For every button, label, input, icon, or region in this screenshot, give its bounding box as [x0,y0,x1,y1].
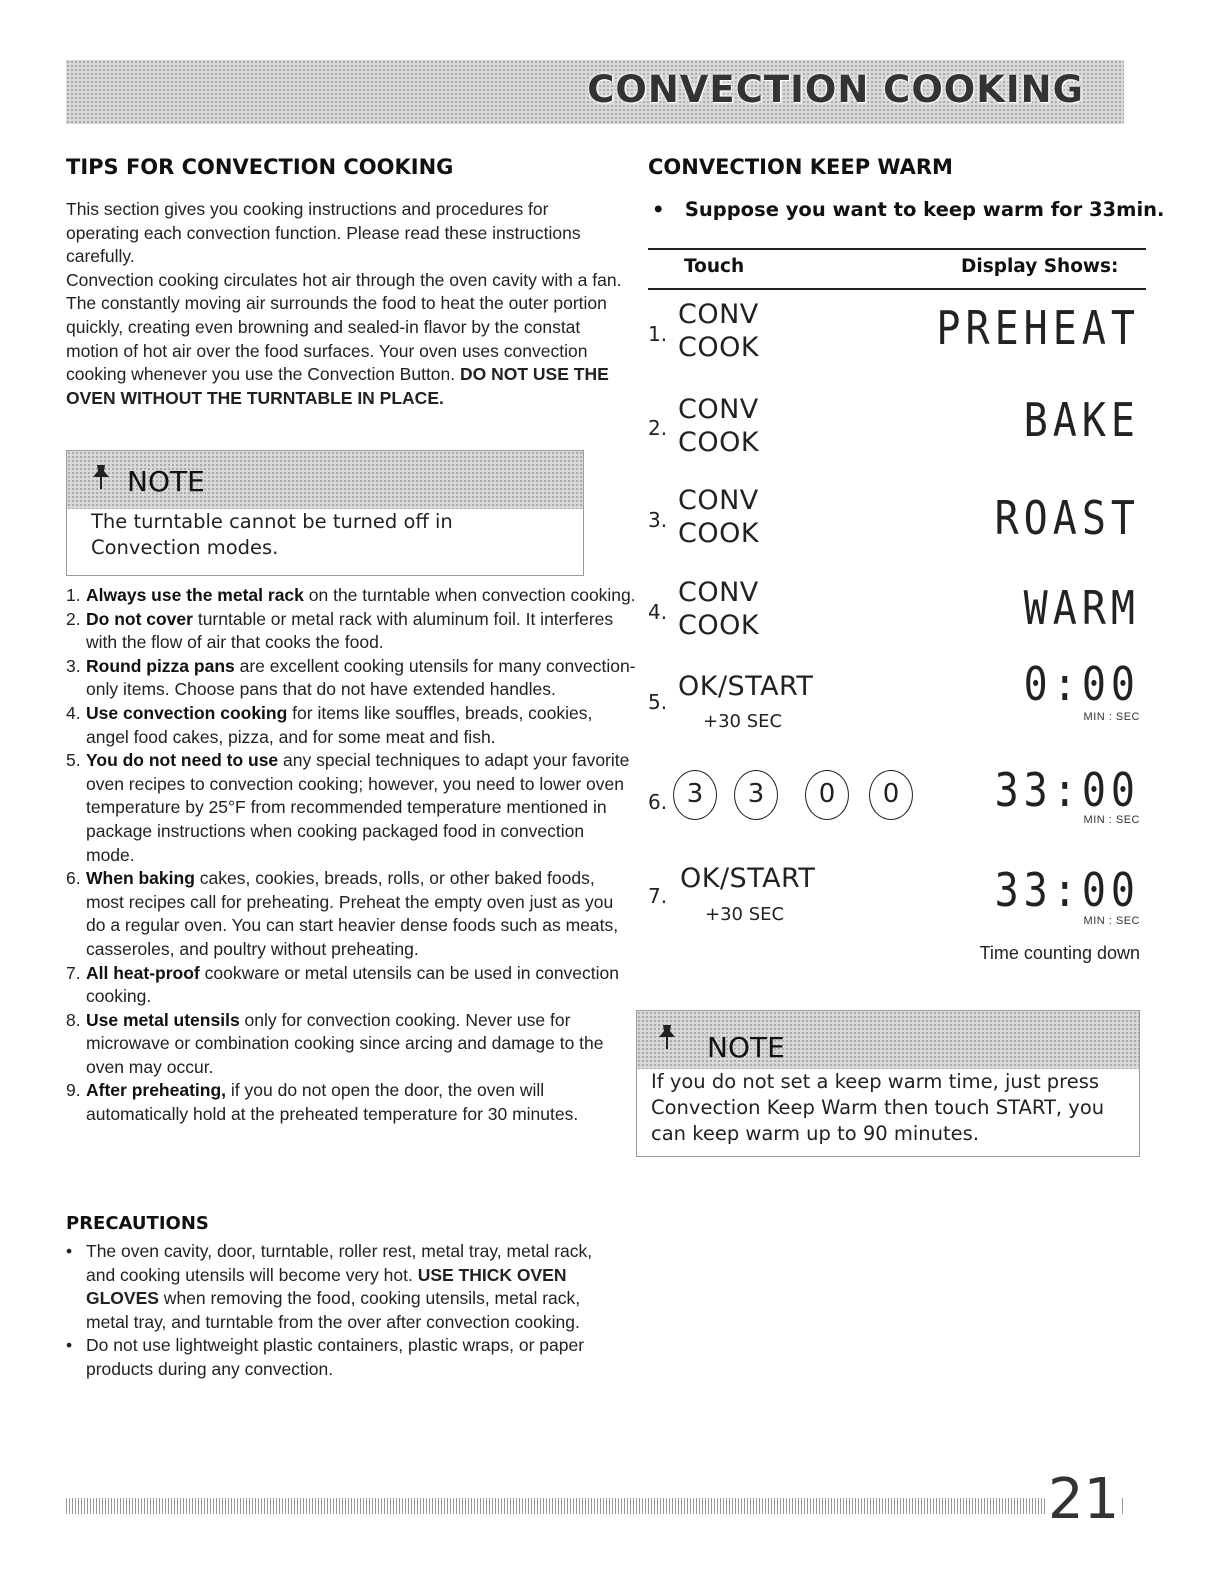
min-sec-label: MIN : SEC [1083,711,1140,723]
col-display-header: Display Shows: [961,256,1119,277]
intro-text [66,198,626,410]
display-time: 33:00 [994,764,1140,818]
display-time: 0:00 [1023,658,1140,712]
header-banner [66,60,1124,124]
digit-3-key: 3 [673,770,717,820]
page-number: 21 [1048,1467,1120,1532]
precautions-heading: PRECAUTIONS [66,1213,209,1234]
list-item: 3. Round pizza pans are excellent cooking utensils for many convection-only items. Choose pans that do not have extended handles. [66,655,636,700]
plus-30-sec-label: +30 SEC [705,904,785,925]
list-item: 8. Use metal utensils only for convection cooking. Never use for microwave or combination cooking since arcing and damage to the oven may occur. [66,1009,604,1077]
plus-30-sec-label: +30 SEC [703,711,783,732]
table-top-rule [648,248,1146,250]
pushpin-icon [657,1023,679,1058]
list-item: 2. Do not cover turntable or metal rack with aluminum foil. It interferes with the flow of air that cooks the food. [66,608,614,653]
note-box-right [636,1010,1140,1157]
intro-paragraph-2: Convection cooking circulates hot air through the oven cavity with a fan. The constantly moving air surrounds the food to heat the outer portion quickly, creating even browning and sealed-in flavor by the constat motion of hot air over the food surfaces. Your oven uses convection cooking whenever you use the Convection Button. DO NOT USE THE OVEN WITHOUT THE TURNTABLE IN PLACE. [66,269,622,408]
step-number: 3. [648,508,668,532]
step-number: 1. [648,322,668,346]
table-header-rule [648,288,1146,290]
display-time: 33:00 [994,864,1140,918]
countdown-caption: Time counting down [979,943,1140,963]
conv-cook-key: CONV COOK [678,485,760,549]
intro-paragraph-1: This section gives you cooking instructions and procedures for operating each convection function. Please read these instructions carefully. [66,199,581,267]
display-warm: WARM [1023,582,1140,636]
step-number: 5. [648,690,668,714]
tips-heading: TIPS FOR CONVECTION COOKING [66,155,454,179]
footer-bar [66,1498,1124,1514]
example-bullet: • Suppose you want to keep warm for 33min. [652,198,1165,221]
note-header [67,451,583,509]
list-item: 6. When baking cakes, cookies, breads, rolls, or other baked foods, most recipes call for preheating. Preheat the empty oven just as you do a regular oven. You can start heavier dense foods such as meats, casseroles, and poultry without preheating. [66,868,619,959]
note-text: The turntable cannot be turned off in Convection modes. [91,510,453,559]
col-touch-header: Touch [684,256,745,277]
digit-0-key: 0 [869,770,913,820]
list-item: 9. After preheating, if you do not open the door, the oven will automatically hold at the preheated temperature for 30 minutes. [66,1080,579,1125]
list-item: 7. All heat-proof cookware or metal utensils can be used in convection cooking. [66,962,620,1007]
conv-cook-key: CONV COOK [678,577,760,641]
turntable-warning: DO NOT USE THE OVEN WITHOUT THE TURNTABLE IN PLACE. [66,364,609,408]
list-item: • The oven cavity, door, turntable, roller rest, metal tray, metal rack, and cooking utensils will become very hot. USE THICK OVEN GLOVES when removing the food, cooking utensils, metal rack, metal tray, and turntable from the over after convection cooking. [66,1241,593,1332]
tips-list [66,584,636,1127]
list-item: 5. You do not need to use any special techniques to adapt your favorite oven recipes to convection cooking; however, you need to lower oven temperature by 25°F from recommended temperature mentioned in package instructions when cooking packaged food in convection mode. [66,750,630,865]
note-header [637,1011,1139,1069]
precautions-list [66,1240,616,1382]
step-number: 7. [648,884,668,908]
digit-3-key: 3 [734,770,778,820]
ok-start-key: OK/START [680,863,816,894]
ok-start-key: OK/START [678,671,814,702]
note-label: NOTE [127,465,205,498]
min-sec-label: MIN : SEC [1083,915,1140,927]
pushpin-icon [91,463,113,498]
conv-cook-key: CONV COOK [678,299,760,363]
list-item: 1. Always use the metal rack on the turntable when convection cooking. [66,585,636,605]
min-sec-label: MIN : SEC [1083,814,1140,826]
digit-0-key: 0 [805,770,849,820]
display-bake: BAKE [1023,394,1140,448]
step-number: 6. [648,790,668,814]
step-number: 2. [648,416,668,440]
note-label: NOTE [707,1031,785,1064]
bullet-icon: • [652,198,685,221]
list-item: 4. Use convection cooking for items like souffles, breads, cookies, angel food cakes, pizza, and for some meat and fish. [66,702,593,747]
note-text: If you do not set a keep warm time, just press Convection Keep Warm then touch START, you can keep warm up to 90 minutes. [651,1070,1105,1145]
list-item: • Do not use lightweight plastic containers, plastic wraps, or paper products during any convection. [66,1335,585,1379]
page-title: CONVECTION COOKING [587,68,1084,111]
note-box-left [66,450,584,576]
display-preheat: PREHEAT [936,302,1140,356]
display-roast: ROAST [994,492,1140,546]
keep-warm-heading: CONVECTION KEEP WARM [648,155,953,179]
step-number: 4. [648,600,668,624]
conv-cook-key: CONV COOK [678,394,760,458]
